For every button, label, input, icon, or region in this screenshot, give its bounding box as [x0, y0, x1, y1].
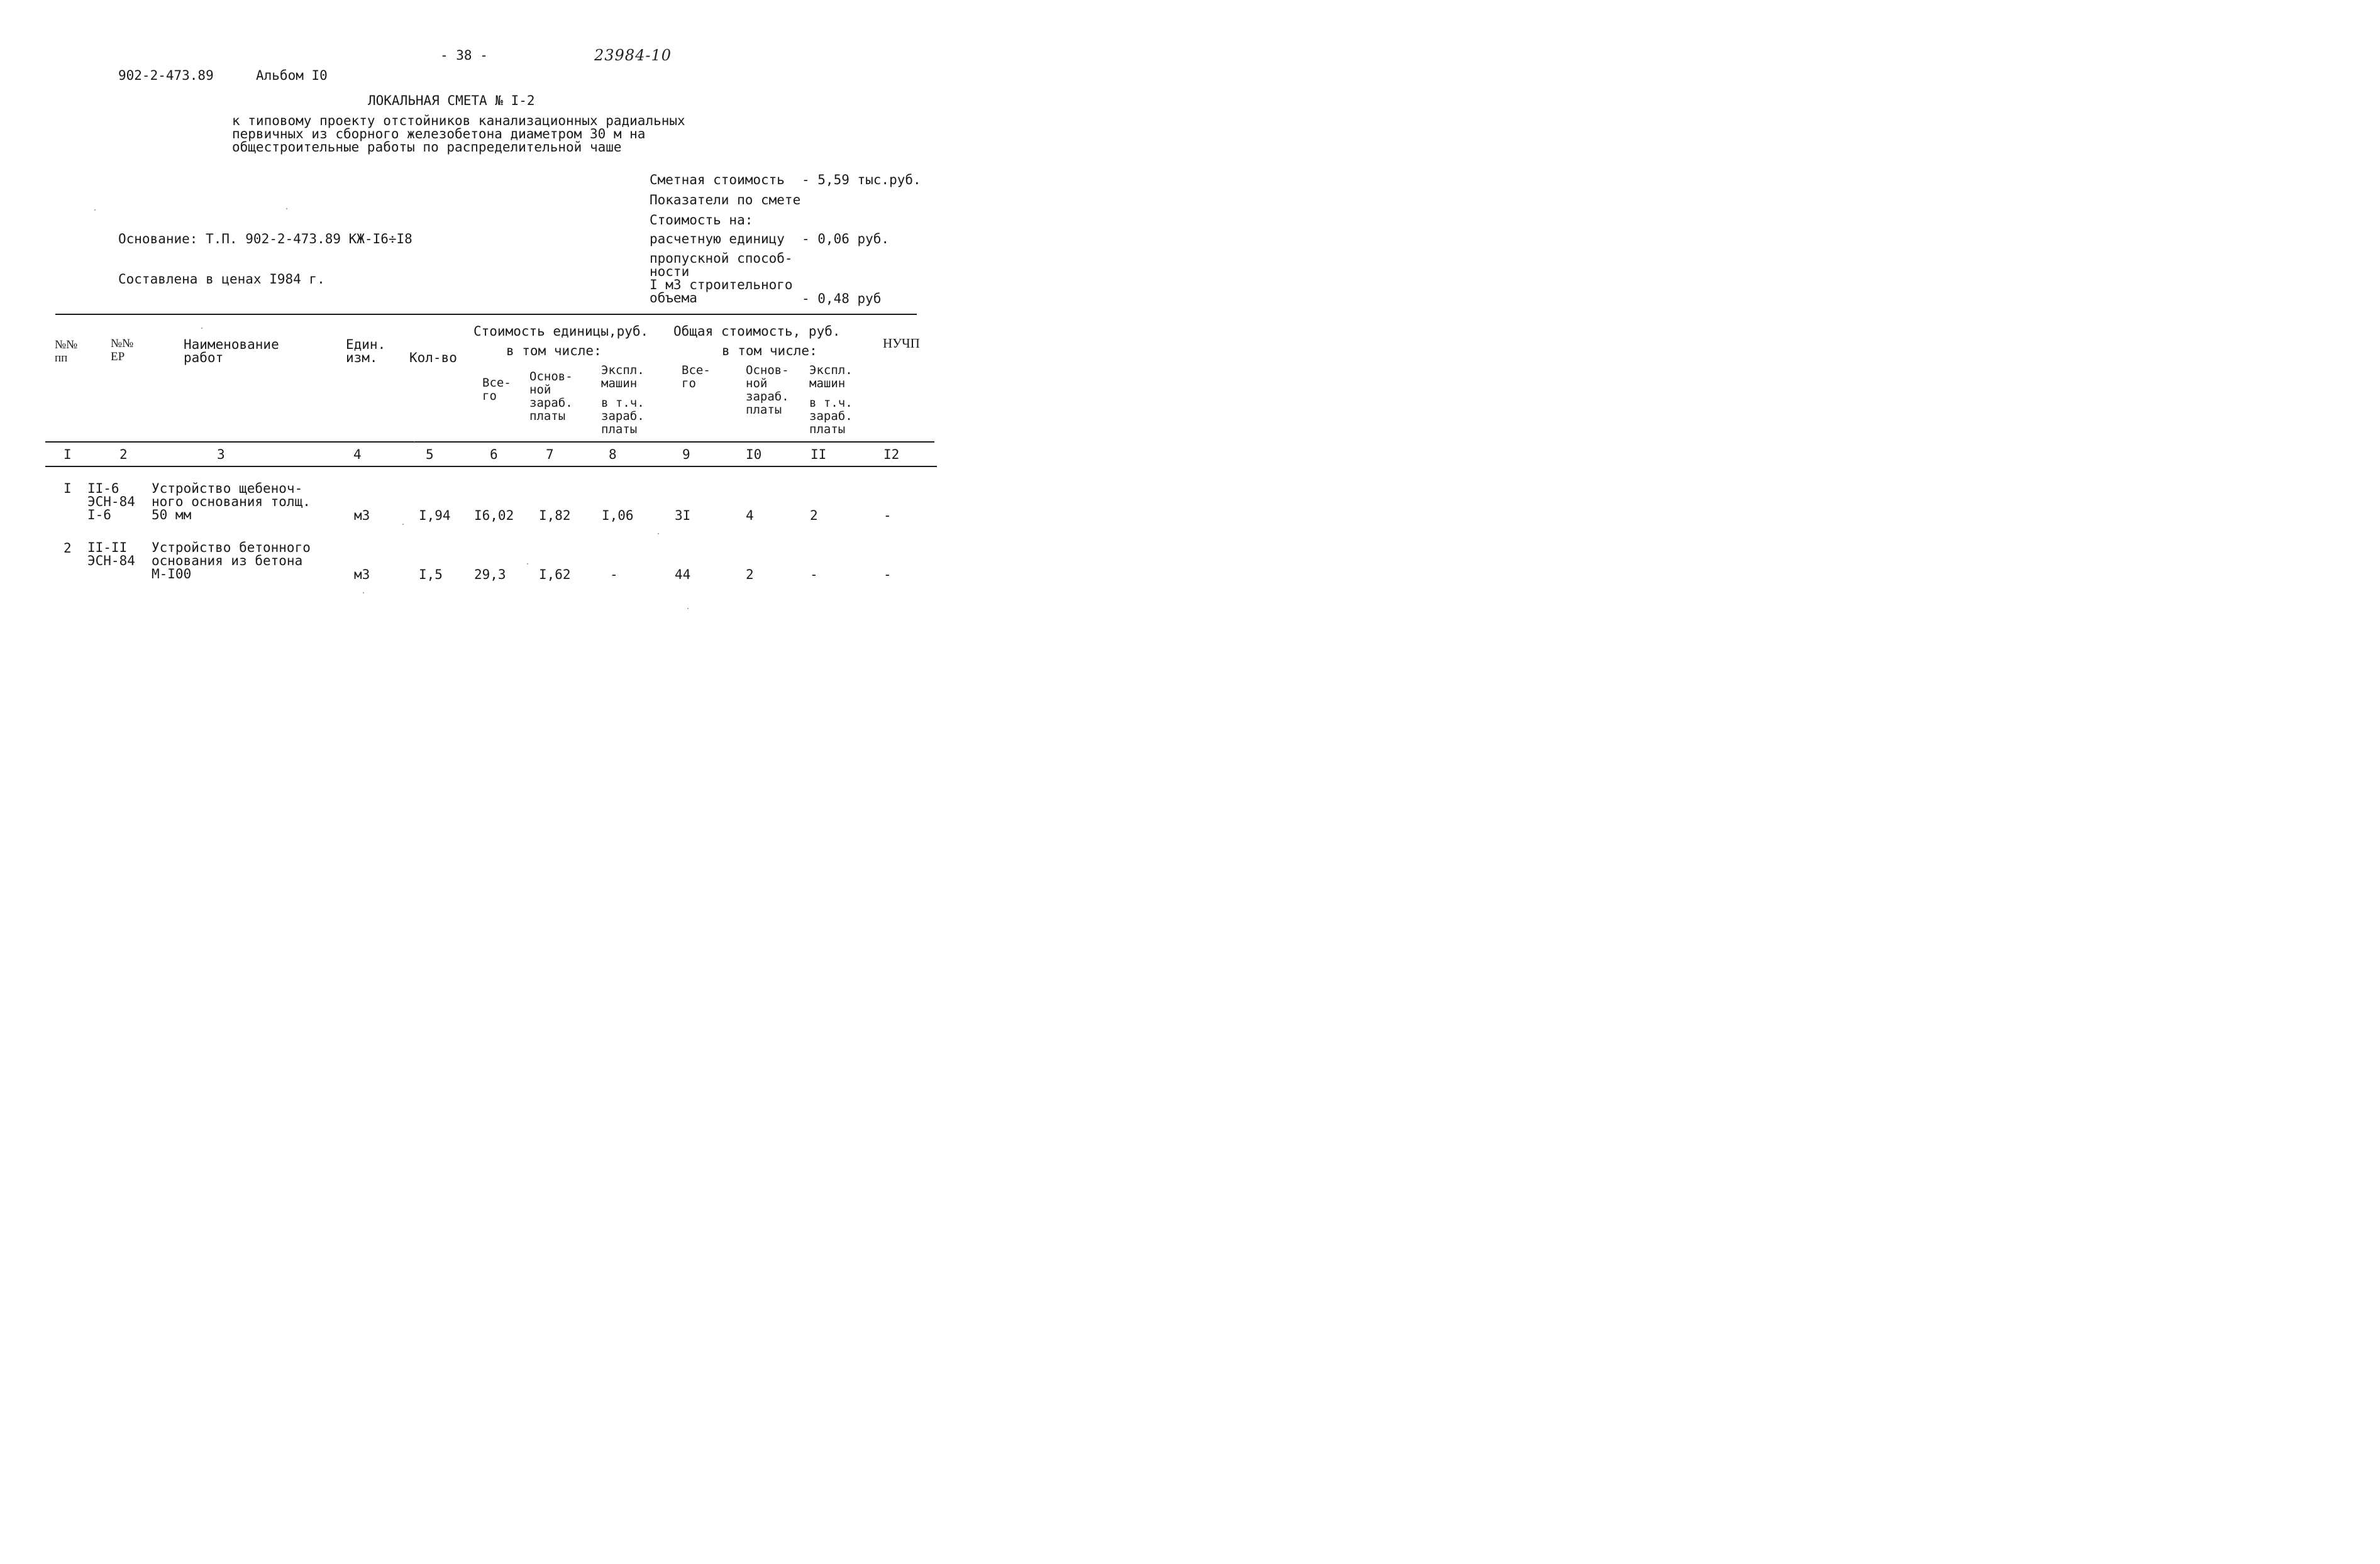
row-total-wage: 2 [746, 567, 754, 582]
col-header-total-wage: Основ- ной зараб. платы [746, 363, 789, 417]
row-total: 44 [675, 567, 691, 582]
col-header-nuchp: НУЧП [883, 336, 920, 351]
column-number: 3 [217, 447, 225, 462]
row-unit-wage: I,62 [539, 567, 571, 582]
row-unit: м3 [354, 508, 370, 523]
column-number: I2 [883, 447, 900, 462]
document-code: 902-2-473.89 [118, 68, 214, 83]
row-er: II-6 ЭСН-84 I-6 [87, 481, 135, 522]
column-number: 5 [426, 447, 434, 462]
scan-speck [527, 563, 528, 564]
subtitle-line: первичных из сборного железобетона диаметром 30 м на [232, 126, 646, 141]
scan-speck [414, 442, 415, 443]
scan-speck [687, 608, 689, 609]
row-nuchp: - [883, 508, 892, 523]
column-number: 2 [119, 447, 128, 462]
indicators-label: Показатели по смете [650, 192, 801, 207]
archive-stamp: 23984-10 [594, 47, 672, 64]
column-numbers-rule [45, 466, 937, 467]
subtitle-line: к типовому проекту отстойников канализационных радиальных [232, 113, 685, 128]
page-number: - 38 - [440, 48, 488, 63]
row-unit-total: 29,3 [474, 567, 506, 582]
col-header-unit: Един. изм. [346, 337, 386, 365]
column-number: I0 [746, 447, 762, 462]
column-number: 4 [353, 447, 362, 462]
col-header-total: Все- го [682, 363, 711, 390]
scan-speck [94, 209, 96, 211]
row-name: Устройство щебеноч- ного основания толщ. 50 мм [152, 481, 311, 522]
volume-line: I м3 строительного [650, 277, 793, 292]
scan-speck [286, 208, 287, 209]
subtitle-line: общестроительные работы по распределительной чаше [232, 140, 622, 155]
col-group-unit-cost: Стоимость единицы,руб. [473, 324, 649, 339]
row-unit: м3 [354, 567, 370, 582]
cost-value: - 5,59 тыс.руб. [802, 172, 921, 187]
title-subtitle [232, 114, 685, 154]
row-nuchp: - [883, 567, 892, 582]
album-label: Альбом I0 [256, 68, 328, 83]
col-header-er: №№ ЕР [111, 337, 134, 363]
col-group-total-cost: Общая стоимость, руб. [673, 324, 841, 339]
row-name: Устройство бетонного основания из бетона М-I00 [152, 540, 311, 581]
col-group-total-incl: в том числе: [722, 343, 817, 358]
scan-speck [201, 328, 202, 329]
volume-cost-value: - 0,48 руб [802, 291, 882, 306]
row-er: II-II ЭСН-84 [87, 540, 135, 568]
row-unit-machine: - [610, 567, 618, 582]
row-unit-wage: I,82 [539, 508, 571, 523]
column-number: 9 [682, 447, 690, 462]
scan-speck [402, 524, 404, 525]
col-header-unit-machine: Экспл. машин в т.ч. зараб. платы [601, 363, 645, 436]
row-total: 3I [675, 508, 691, 523]
column-number: II [811, 447, 827, 462]
table-top-rule [55, 314, 917, 315]
prices-line: Составлена в ценах I984 г. [118, 272, 325, 287]
scan-speck [363, 592, 364, 593]
col-group-unit-incl: в том числе: [506, 343, 602, 358]
col-header-unit-total: Все- го [482, 376, 511, 403]
capacity-line: ности [650, 264, 690, 279]
basis-line: Основание: Т.П. 902-2-473.89 КЖ-I6÷I8 [118, 231, 412, 246]
scan-speck [658, 533, 659, 534]
column-number: 7 [546, 447, 554, 462]
col-header-qty: Кол-во [409, 350, 457, 365]
row-number: 2 [64, 541, 72, 556]
col-header-name: Наименование работ [184, 337, 279, 365]
row-total-wage: 4 [746, 508, 754, 523]
row-number: I [64, 481, 72, 496]
header-bottom-rule [45, 441, 934, 443]
row-total-machine: 2 [810, 508, 818, 523]
column-number: 6 [490, 447, 498, 462]
row-total-machine: - [810, 567, 818, 582]
col-header-num: №№ пп [55, 338, 78, 365]
cost-label: Сметная стоимость [650, 172, 785, 187]
col-header-total-machine: Экспл. машин в т.ч. зараб. платы [809, 363, 853, 436]
row-unit-machine: I,06 [602, 508, 634, 523]
document-title: ЛОКАЛЬНАЯ СМЕТА № I-2 [368, 93, 535, 108]
column-number: 8 [609, 447, 617, 462]
cost-on-label: Стоимость на: [650, 212, 753, 228]
row-qty: I,5 [419, 567, 443, 582]
unit-cost-label: расчетную единицу [650, 231, 785, 246]
row-qty: I,94 [419, 508, 451, 523]
capacity-label [650, 252, 793, 305]
volume-line: объема [650, 290, 697, 306]
unit-cost-value: - 0,06 руб. [802, 231, 890, 246]
capacity-line: пропускной способ- [650, 251, 793, 266]
row-unit-total: I6,02 [474, 508, 514, 523]
column-number: I [64, 447, 72, 462]
col-header-unit-wage: Основ- ной зараб. платы [529, 370, 573, 423]
